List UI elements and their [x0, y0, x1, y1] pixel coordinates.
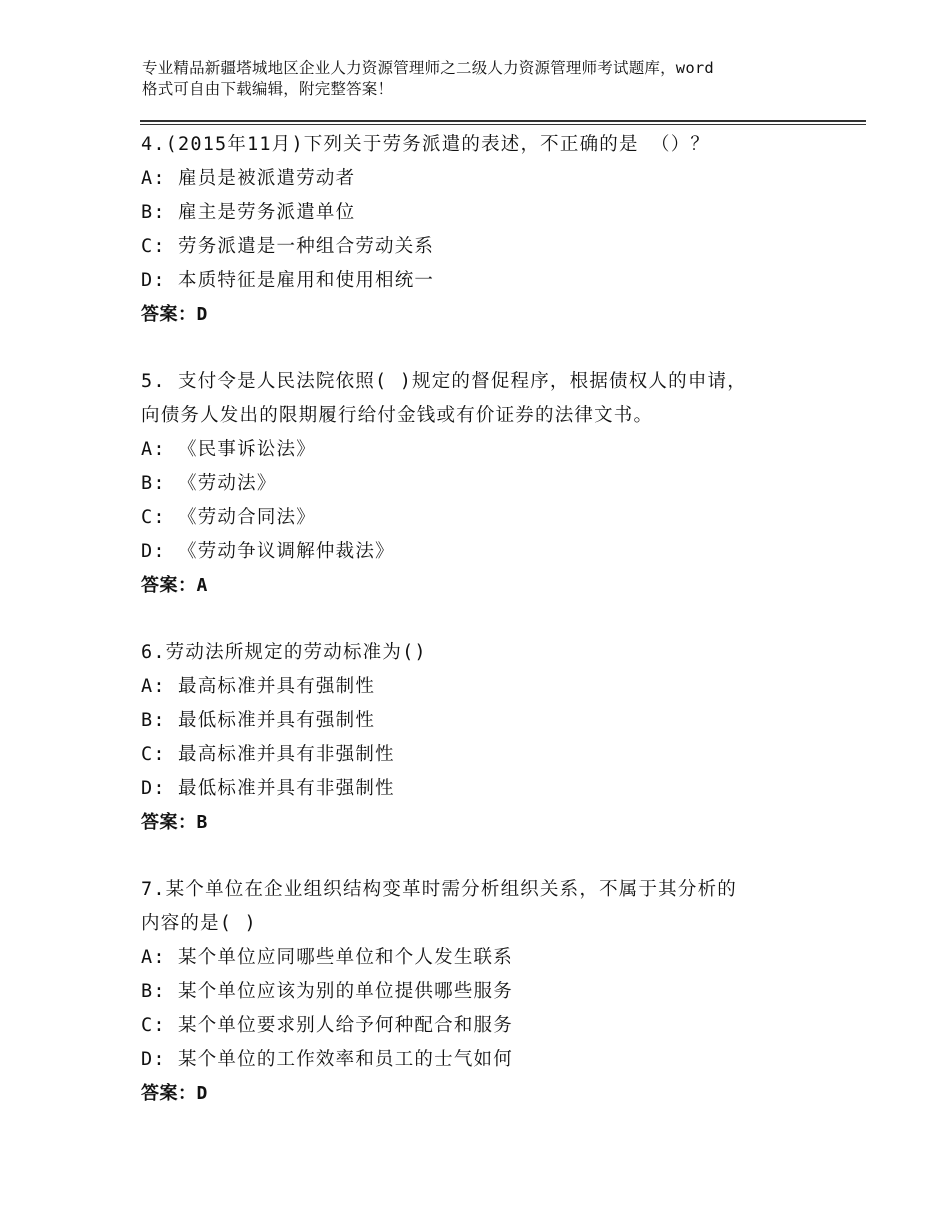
header-divider-thick	[140, 120, 866, 122]
question-stem: 7.某个单位在企业组织结构变革时需分析组织关系，不属于其分析的	[141, 879, 737, 900]
header-line-1: 专业精品新疆塔城地区企业人力资源管理师之二级人力资源管理师考试题库，word	[142, 59, 714, 77]
question-5	[141, 365, 841, 603]
option-d: D: 某个单位的工作效率和员工的士气如何	[141, 1049, 513, 1070]
option-b: B: 《劳动法》	[141, 473, 277, 494]
option-c: C: 某个单位要求别人给予何种配合和服务	[141, 1015, 513, 1036]
answer-label: 答案：B	[141, 812, 208, 833]
answer-label: 答案：A	[141, 575, 208, 596]
option-b: B: 某个单位应该为别的单位提供哪些服务	[141, 981, 513, 1002]
answer-label: 答案：D	[141, 304, 208, 325]
option-a: A: 《民事诉讼法》	[141, 439, 316, 460]
option-c: C: 《劳动合同法》	[141, 507, 316, 528]
header-line-2: 格式可自由下载编辑，附完整答案！	[142, 80, 394, 98]
question-list	[141, 128, 841, 1144]
question-stem: 4.(2015年11月)下列关于劳务派遣的表述，不正确的是 （）？	[141, 134, 711, 155]
question-4	[141, 128, 841, 332]
option-b: B: 雇主是劳务派遣单位	[141, 202, 356, 223]
question-stem: 6.劳动法所规定的劳动标准为()	[141, 642, 427, 663]
option-d: D: 《劳动争议调解仲裁法》	[141, 541, 395, 562]
option-a: A: 最高标准并具有强制性	[141, 676, 376, 697]
question-6	[141, 636, 841, 840]
option-d: D: 本质特征是雇用和使用相统一	[141, 270, 435, 291]
document-header	[142, 58, 842, 100]
option-c: C: 最高标准并具有非强制性	[141, 744, 395, 765]
option-c: C: 劳务派遣是一种组合劳动关系	[141, 236, 435, 257]
header-divider-thin	[140, 124, 866, 125]
question-7	[141, 873, 841, 1111]
option-a: A: 雇员是被派遣劳动者	[141, 168, 356, 189]
option-a: A: 某个单位应同哪些单位和个人发生联系	[141, 947, 513, 968]
question-stem-continued: 内容的是( )	[141, 913, 257, 934]
answer-label: 答案：D	[141, 1083, 208, 1104]
option-d: D: 最低标准并具有非强制性	[141, 778, 395, 799]
question-stem: 5. 支付令是人民法院依照( )规定的督促程序，根据债权人的申请，	[141, 371, 747, 392]
question-stem-continued: 向债务人发出的限期履行给付金钱或有价证券的法律文书。	[141, 405, 654, 426]
option-b: B: 最低标准并具有强制性	[141, 710, 376, 731]
